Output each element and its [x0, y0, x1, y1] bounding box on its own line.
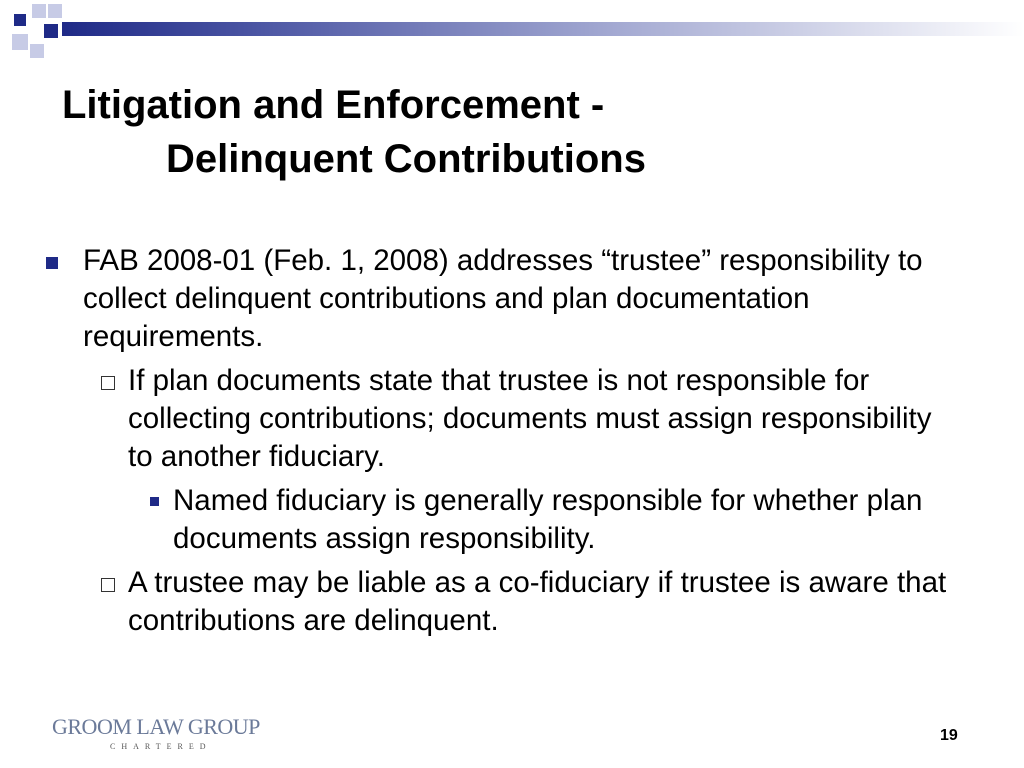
bullet-level2-co-fiduciary [128, 564, 958, 640]
corner-square-3 [48, 4, 62, 18]
slide-title [62, 78, 962, 186]
corner-square-1 [14, 14, 26, 26]
corner-square-4 [44, 24, 58, 38]
bullet-text: A trustee may be liable as a co-fiduciary if trustee is aware that contributions are delinquent. [128, 566, 947, 637]
bullet-level3-named-fiduciary [173, 482, 953, 558]
bullet-level2-plan-documents [128, 362, 958, 476]
slide-content [0, 242, 1024, 646]
square-bullet-icon [46, 257, 58, 269]
corner-square-6 [30, 44, 44, 58]
groom-law-group-logo [52, 714, 262, 754]
logo-name: GROOM LAW GROUP [52, 714, 260, 739]
bullet-text: FAB 2008-01 (Feb. 1, 2008) addresses “trustee” responsibility to collect delinquent contributions and plan documentation requirements. [83, 244, 923, 353]
bullet-level1-fab [83, 242, 963, 356]
title-line-2: Delinquent Contributions [166, 137, 646, 181]
header-gradient-bar [62, 22, 1024, 36]
bullet-text: If plan documents state that trustee is not responsible for collecting contributions; documents must assign responsibility to another fiduciary. [128, 364, 932, 473]
bullet-text: Named fiduciary is generally responsible for whether plan documents assign responsibility. [173, 484, 923, 555]
hollow-square-bullet-icon [101, 578, 115, 592]
logo-subtitle: CHARTERED [110, 742, 212, 751]
page-number: 19 [940, 727, 958, 744]
corner-square-5 [12, 34, 28, 50]
small-square-bullet-icon [150, 497, 159, 506]
corner-square-2 [32, 4, 46, 18]
title-line-1: Litigation and Enforcement - [62, 83, 605, 127]
hollow-square-bullet-icon [101, 376, 115, 390]
